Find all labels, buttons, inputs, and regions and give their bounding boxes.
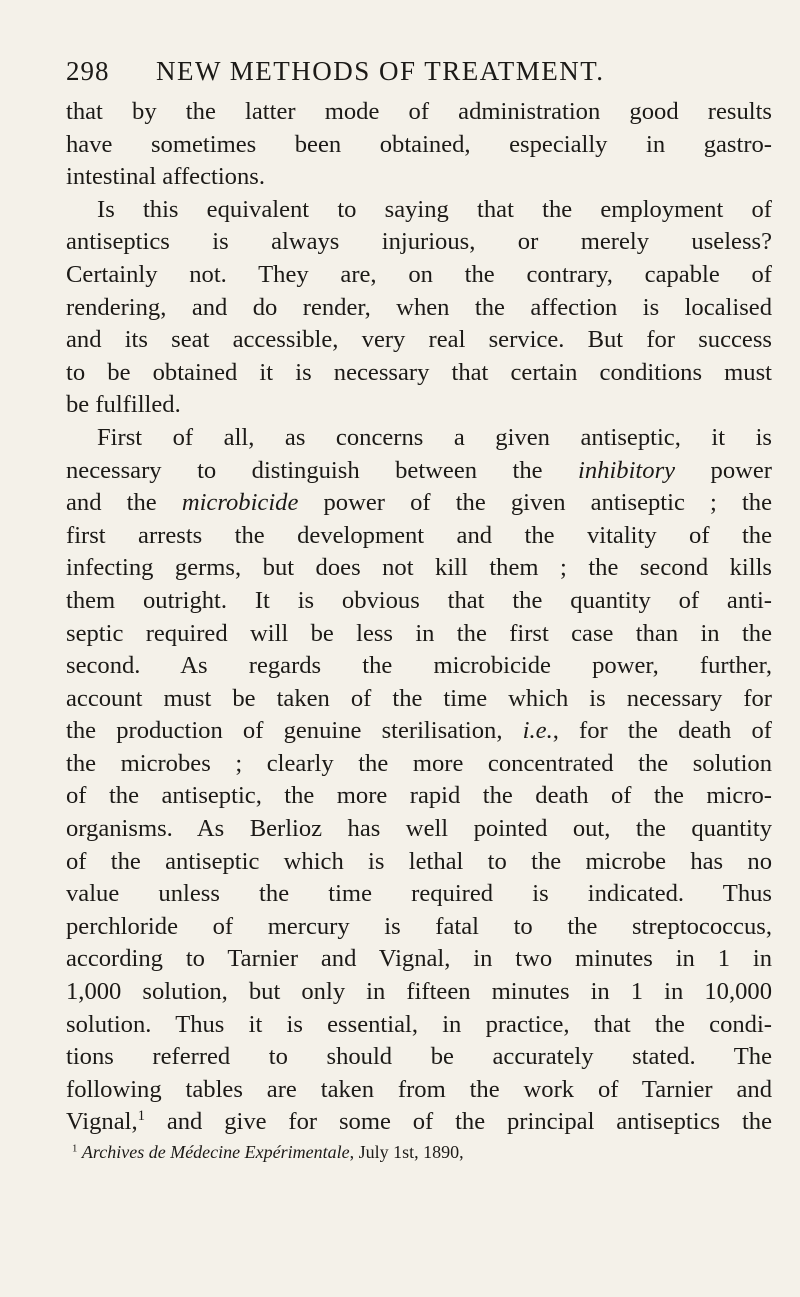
text-line: to be obtained it is necessary that certain conditions must <box>66 358 772 386</box>
text-run: and give for some of the principal antiseptics the <box>144 1108 772 1136</box>
text-line <box>66 487 772 520</box>
text-run: and the <box>66 489 182 517</box>
book-page <box>66 56 772 1163</box>
text-line: organisms. As Berlioz has well pointed out, the quantity <box>66 815 772 843</box>
text-line <box>66 715 772 748</box>
text-line: rendering, and do render, when the affection is localised <box>66 293 772 321</box>
body-text <box>66 96 772 1139</box>
footnote-ref: 1 <box>137 1108 145 1125</box>
text-line: account must be taken of the time which is necessary for <box>66 684 772 712</box>
emphasis-microbicide: microbicide <box>181 489 299 517</box>
text-line: value unless the time required is indicated. Thus <box>66 880 772 908</box>
text-line: solution. Thus it is essential, in practice, that the condi- <box>66 1010 772 1038</box>
footnote <box>66 1141 772 1163</box>
running-title: NEW METHODS OF TREATMENT. <box>156 56 605 86</box>
text-line: according to Tarnier and Vignal, in two minutes in 1 in <box>66 945 772 973</box>
footnote-source: Archives de Médecine Expérimentale <box>81 1142 350 1162</box>
footnote-marker: 1 <box>72 1142 78 1155</box>
text-line: them outright. It is obvious that the quantity of anti- <box>66 586 772 614</box>
text-line: be fulfilled. <box>66 391 181 419</box>
text-line: have sometimes been obtained, especially in gastro- <box>66 130 772 158</box>
text-line: following tables are taken from the work of Tarnier and <box>66 1075 772 1103</box>
emphasis-inhibitory: inhibitory <box>578 456 676 484</box>
text-run: power <box>675 456 772 484</box>
text-line: perchloride of mercury is fatal to the streptococcus, <box>66 912 772 940</box>
text-line: of the antiseptic which is lethal to the microbe has no <box>66 847 772 875</box>
footnote-rest: , July 1st, 1890, <box>349 1142 464 1162</box>
text-line: the microbes ; clearly the more concentrated the solution <box>66 749 772 777</box>
text-line: 1,000 solution, but only in fifteen minutes in 1 in 10,000 <box>66 978 772 1006</box>
text-line: first arrests the development and the vitality of the <box>66 521 772 549</box>
text-line: and its seat accessible, very real service. But for success <box>66 326 772 354</box>
text-run: power of the given antiseptic ; the <box>298 489 772 517</box>
text-line: second. As regards the microbicide power, further, <box>66 652 772 680</box>
text-run: , for the death of <box>552 717 772 745</box>
text-line: septic required will be less in the first case than in the <box>66 619 772 647</box>
text-line <box>66 455 772 488</box>
text-line: tions referred to should be accurately stated. The <box>66 1043 772 1071</box>
emphasis-ie: i.e. <box>522 717 553 745</box>
page-number: 298 <box>66 56 110 86</box>
text-line: Is this equivalent to saying that the employment of <box>97 195 772 223</box>
text-run: necessary to distinguish between the <box>66 456 579 484</box>
text-line: that by the latter mode of administration good results <box>66 98 772 125</box>
text-run: Vignal, <box>66 1108 138 1136</box>
text-line: of the antiseptic, the more rapid the death of the micro- <box>66 782 772 810</box>
text-line: infecting germs, but does not kill them ; the second kills <box>66 554 772 582</box>
text-line: Certainly not. They are, on the contrary, capable of <box>66 260 772 288</box>
text-line: First of all, as concerns a given antiseptic, it is <box>97 423 772 451</box>
text-line: antiseptics is always injurious, or merely useless? <box>66 228 772 256</box>
text-line: intestinal affections. <box>66 163 265 191</box>
running-header <box>66 56 772 96</box>
text-line <box>66 1106 772 1139</box>
text-run: the production of genuine sterilisation, <box>66 717 523 745</box>
